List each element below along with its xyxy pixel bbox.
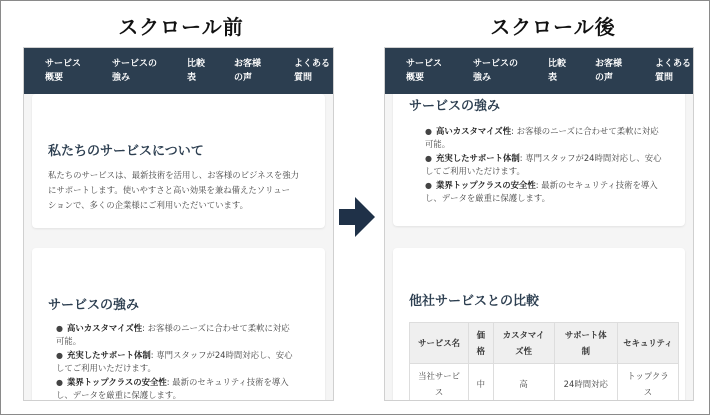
table-cell: 高 [493, 364, 554, 402]
nav-label-line1: サービスの [473, 59, 519, 69]
nav-item-voices[interactable] [595, 57, 622, 85]
nav-label-line2: 質問 [655, 73, 674, 83]
list-item: ● 充実したサポート体制: 専門スタッフが24時間対応し、安心 してご利用いただけます。 [425, 153, 662, 176]
nav-label-line2: 表 [187, 73, 197, 83]
nav-label-line1: サービス [45, 59, 82, 69]
nav-item-comparison[interactable] [548, 57, 566, 85]
about-title: 私たちのサービスについて [48, 144, 204, 159]
top-nav [385, 48, 693, 94]
nav-label-line1: 比較 [548, 59, 567, 69]
nav-item-strengths[interactable] [112, 57, 157, 85]
about-paragraph [48, 168, 299, 213]
comparison-card [393, 248, 685, 401]
nav-label-line1: よくある [655, 59, 692, 69]
table-row [410, 364, 679, 402]
nav-label-line2: 強み [473, 73, 492, 83]
strengths-title: サービスの強み [409, 99, 501, 114]
about-card [32, 94, 325, 228]
nav-item-faq[interactable] [655, 57, 691, 85]
list-item: ● 高いカスタマイズ性: お客様のニーズに合わせて柔軟に対応 可能。 [425, 126, 659, 149]
arrow-right-icon [339, 197, 375, 237]
screen-before-scroll [23, 47, 334, 401]
nav-item-overview[interactable] [45, 57, 81, 85]
nav-label-line2: の声 [595, 73, 614, 83]
table-cell: トップクラ ス [617, 364, 678, 402]
nav-label-line1: お客様 [234, 59, 262, 69]
list-item: ● 業界トップクラスの安全性: 最新のセキュリティ技術を導入 し、データを厳重に保護します。 [425, 180, 658, 203]
caption-after: スクロール後 [490, 15, 616, 39]
nav-item-strengths[interactable] [473, 57, 518, 85]
strengths-title: サービスの強み [48, 298, 140, 313]
nav-item-overview[interactable] [406, 57, 442, 85]
col-header: サービス名 [410, 323, 469, 364]
nav-label-line2: 強み [112, 73, 131, 83]
nav-label-line1: サービスの [112, 59, 158, 69]
col-header: カスタマイ ズ性 [493, 323, 554, 364]
about-line: にサポートします。使いやすさと高い効果を兼ね備えたソリュー [48, 185, 290, 195]
col-header: サポート体 制 [554, 323, 617, 364]
strengths-list [56, 322, 293, 401]
table-header-row [410, 323, 679, 364]
table-cell: 中 [469, 364, 493, 402]
col-header: セキュリティ [617, 323, 678, 364]
comparison-table [409, 322, 679, 401]
nav-label-line2: の声 [234, 73, 253, 83]
strengths-card [32, 248, 325, 401]
nav-label-line2: 質問 [294, 73, 313, 83]
nav-label-line1: 比較 [187, 59, 206, 69]
strengths-list [425, 125, 662, 206]
comparison-title: 他社サービスとの比較 [409, 294, 540, 309]
nav-label-line2: 概要 [45, 73, 64, 83]
list-item: ● 充実したサポート体制: 専門スタッフが24時間対応し、安心 してご利用いただけます。 [56, 350, 293, 373]
screen-after-scroll [384, 47, 694, 401]
nav-label-line2: 表 [548, 73, 558, 83]
nav-label-line2: 概要 [406, 73, 425, 83]
about-line: ションで、多くの企業様にご利用いただいています。 [48, 200, 248, 210]
table-cell: 当社サービ ス [410, 364, 469, 402]
col-header: 価 格 [469, 323, 493, 364]
nav-item-faq[interactable] [294, 57, 330, 85]
nav-label-line1: よくある [294, 59, 331, 69]
list-item: ● 業界トップクラスの安全性: 最新のセキュリティ技術を導入 し、データを厳重に保護します。 [56, 377, 289, 400]
about-line: 私たちのサービスは、最新技術を活用し、お客様のビジネスを強力 [48, 170, 299, 180]
nav-item-comparison[interactable] [187, 57, 205, 85]
list-item: ● 高いカスタマイズ性: お客様のニーズに合わせて柔軟に対応 可能。 [56, 323, 290, 346]
nav-label-line1: お客様 [595, 59, 623, 69]
caption-before: スクロール前 [118, 15, 244, 39]
nav-item-voices[interactable] [234, 57, 261, 85]
nav-label-line1: サービス [406, 59, 443, 69]
table-cell: 24時間対応 [554, 364, 617, 402]
top-nav [24, 48, 333, 94]
